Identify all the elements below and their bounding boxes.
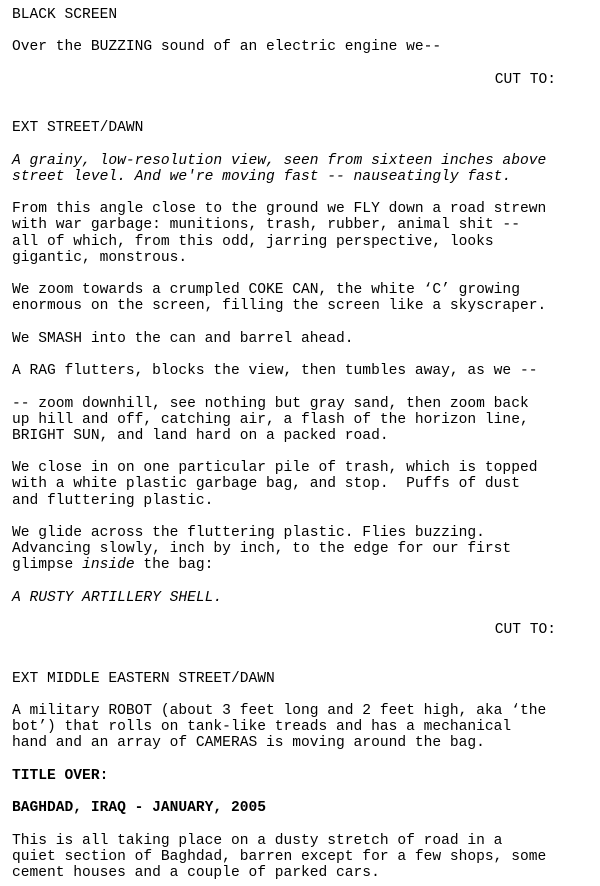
- scene-heading: EXT MIDDLE EASTERN STREET/DAWN: [12, 670, 275, 687]
- action-line: and fluttering plastic.: [12, 492, 214, 509]
- action-line: [12, 557, 592, 573]
- action-line: enormous on the screen, filling the screen like a skyscraper.: [12, 298, 547, 315]
- transition: CUT TO:: [494, 622, 556, 639]
- screenplay-page: [12, 7, 592, 881]
- action-line: From this angle close to the ground we FLY down a road strewn: [12, 201, 547, 218]
- action-line: Over the BUZZING sound of an electric engine we--: [12, 39, 442, 56]
- transition: CUT TO:: [494, 71, 556, 88]
- action-line: quiet section of Baghdad, barren except for a few shops, some: [12, 848, 547, 865]
- action-line: We SMASH into the can and barrel ahead.: [12, 330, 354, 347]
- action-line: with a white plastic garbage bag, and stop. Puffs of dust: [12, 476, 520, 493]
- action-text: glimpse: [12, 557, 83, 574]
- scene-heading: BLACK SCREEN: [12, 7, 118, 23]
- action-line: A grainy, low-resolution view, seen from sixteen inches above: [12, 152, 547, 169]
- action-line: cement houses and a couple of parked cars.: [12, 864, 380, 881]
- action-line: hand and an array of CAMERAS is moving around the bag.: [12, 735, 485, 752]
- emphasis-text: inside: [82, 557, 135, 574]
- action-line: Advancing slowly, inch by inch, to the edge for our first: [12, 541, 512, 558]
- action-line: We glide across the fluttering plastic. Flies buzzing.: [12, 525, 485, 542]
- action-line: street level. And we're moving fast -- nauseatingly fast.: [12, 168, 512, 185]
- action-line: A military ROBOT (about 3 feet long and 2 feet high, aka ‘the: [12, 703, 547, 720]
- action-line: This is all taking place on a dusty stretch of road in a: [12, 832, 503, 849]
- action-line: gigantic, monstrous.: [12, 249, 188, 266]
- action-line: BRIGHT SUN, and land hard on a packed road.: [12, 427, 389, 444]
- action-line: -- zoom downhill, see nothing but gray sand, then zoom back: [12, 395, 529, 412]
- action-text: the bag:: [134, 557, 214, 574]
- action-line: A RUSTY ARTILLERY SHELL.: [12, 589, 223, 606]
- action-line: A RAG flutters, blocks the view, then tumbles away, as we --: [12, 363, 538, 380]
- title-over: TITLE OVER:: [12, 767, 109, 784]
- scene-heading: EXT STREET/DAWN: [12, 120, 144, 137]
- action-line: We close in on one particular pile of trash, which is topped: [12, 460, 538, 477]
- action-line: all of which, from this odd, jarring perspective, looks: [12, 233, 494, 250]
- action-line: We zoom towards a crumpled COKE CAN, the white ‘C’ growing: [12, 282, 520, 299]
- action-line: bot’) that rolls on tank-like treads and has a mechanical: [12, 719, 512, 736]
- action-line: up hill and off, catching air, a flash of the horizon line,: [12, 411, 529, 428]
- location-title: BAGHDAD, IRAQ - JANUARY, 2005: [12, 800, 266, 817]
- action-line: with war garbage: munitions, trash, rubber, animal shit --: [12, 217, 520, 234]
